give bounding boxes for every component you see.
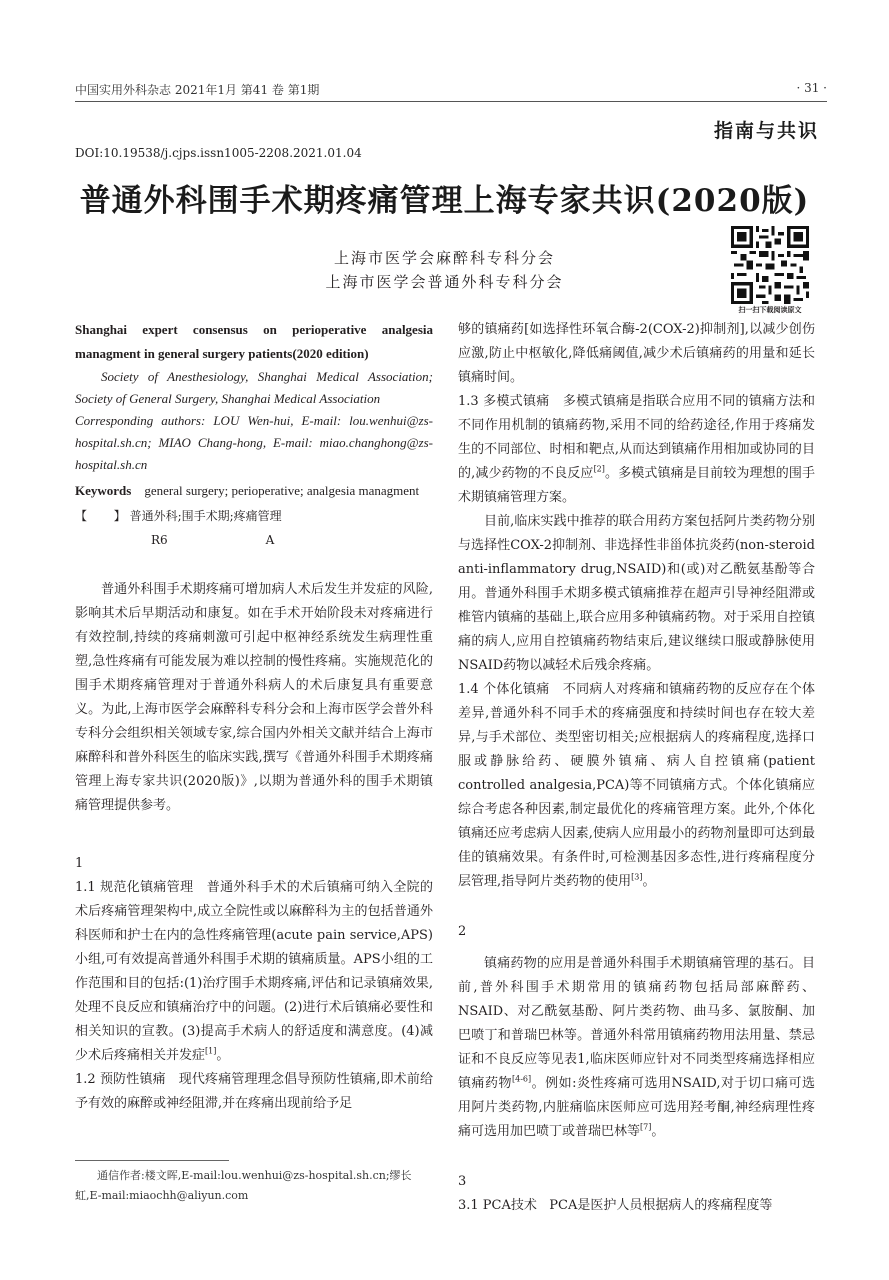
s2-end: 。 xyxy=(651,1124,665,1139)
section-1-number: 1 xyxy=(75,856,84,871)
section-3-1 xyxy=(458,1194,815,1218)
kw-bracket-close: 】 xyxy=(113,509,126,523)
corresponding-authors: Corresponding authors: LOU Wen-hui, E-mail: lou.wenhui@zs-hospital.sh.cn; MIAO Chang-hong, E-mail: miao.changhong@zs-hospital.sh.cn xyxy=(75,413,433,472)
left-column xyxy=(75,318,433,1116)
section-1-2 xyxy=(75,1068,433,1116)
s31-text: PCA是医护人员根据病人的疼痛程度等 xyxy=(549,1198,773,1213)
s13-paragraph-2: 目前,临床实践中推荐的联合用药方案包括阿片类药物分别与选择性COX-2抑制剂、非选择性非甾体抗炎药(non-steroid anti-inflammatory drug,NSAID)和(或)对乙酰氨基酚等合用。普通外科围手术期多模式镇痛推荐在超声引导神经阻滞或椎管内镇痛的基础上,联合应用多种镇痛药物。对于采用自控镇痛的病人,应用自控镇痛药物结束后,建议继续口服或静脉使用NSAID药物以减轻术后残余疼痛。 xyxy=(458,514,815,673)
s12-continued: 够的镇痛药[如选择性环氧合酶-2(COX-2)抑制剂],以减少创伤应激,防止中枢敏化,降低痛阈值,减少术后镇痛药的用量和延长镇痛时间。 xyxy=(458,322,815,385)
ref-2: [2] xyxy=(593,464,605,474)
section-1-3 xyxy=(458,390,815,510)
s14-text: 不同病人对疼痛和镇痛药物的反应存在个体差异,普通外科不同手术的疼痛强度和持续时间也存在较大差异,与手术部位、类型密切相关;应根据病人的疼痛程度,选择口服或静脉给药、硬膜外镇痛、病人自控镇痛(patient controlled analgesia,PCA)等不同镇痛方式。个体化镇痛应综合考虑各种因素,制定最优化的疼痛管理方案。此外,个体化镇痛还应考虑病人因素,使病人应用最小的药物剂量即可达到最佳的镇痛效果。有条件时,可检测基因多态性,进行疼痛程度分层管理,指导阿片类药物的使用 xyxy=(458,682,815,889)
s12-text: 现代疼痛管理理念倡导预防性镇痛,即术前给予有效的麻醉或神经阻滞,并在疼痛出现前给予足 xyxy=(75,1072,434,1111)
keywords-label: Keywords xyxy=(75,483,132,498)
s2-text: 镇痛药物的应用是普通外科围手术期镇痛管理的基石。目前,普外科围手术期常用的镇痛药物包括局部麻醉药、NSAID、对乙酰氨基酚、阿片类药物、曲马多、氯胺酮、加巴喷丁和普瑞巴林等。普通外科常用镇痛药物用法用量、禁忌证和不良反应等见表1,临床医师应针对不同类型疼痛选择相应镇痛药物 xyxy=(458,956,815,1091)
section-3-number: 3 xyxy=(458,1174,467,1189)
kw-bracket-open: 【 xyxy=(75,509,88,523)
footnote: 通信作者:楼文晖,E-mail:lou.wenhui@zs-hospital.sh.cn;缪长虹,E-mail:miaochh@aliyun.com xyxy=(75,1169,412,1202)
ref-7: [7] xyxy=(640,1122,652,1132)
doi: DOI:10.19538/j.cjps.issn1005-2208.2021.01.04 xyxy=(75,146,362,160)
journal-header: 中国实用外科杂志 2021年1月 第41 卷 第1期 xyxy=(75,83,320,97)
section-1-1 xyxy=(75,876,433,1068)
keywords-en-text: general surgery; perioperative; analgesia managment xyxy=(144,483,420,498)
s14-end: 。 xyxy=(642,874,656,889)
footnote-rule xyxy=(75,1160,229,1161)
keywords-cn-text: 普通外科;围手术期;疼痛管理 xyxy=(129,509,282,523)
classification-codes xyxy=(75,528,433,552)
s2-text-2: 。例如:炎性疼痛可选用NSAID,对于切口痛可选用阿片类药物,内脏痛临床医师应可选用羟考酮,神经病理性疼痛可选用加巴喷丁或普瑞巴林等 xyxy=(458,1076,815,1139)
english-title: Shanghai expert consensus on perioperative analgesia managment in general surgery patients(2020 edition) xyxy=(75,322,433,361)
article-title: 普通外科围手术期疼痛管理上海专家共识(2020版) xyxy=(79,183,810,219)
ref-1: [1] xyxy=(205,1046,217,1056)
ref-3: [3] xyxy=(631,872,643,882)
affiliation-1: 上海市医学会麻醉科专科分会 xyxy=(333,249,555,267)
s13-end: 。多模式镇痛是目前较为理想的围手术期镇痛管理方案。 xyxy=(458,466,815,505)
s13-heading: 1.3 多模式镇痛 xyxy=(458,394,550,409)
section-2-text xyxy=(458,952,815,1144)
s11-text: 普通外科手术的术后镇痛可纳入全院的术后疼痛管理架构中,成立全院性或以麻醉科为主的包括普通外科医师和护士在内的急性疼痛管理(acute pain service,APS)小组,可有效提高普通外科围手术期的镇痛质量。APS小组的工作范围和目的包括:(1)治疗围手术期疼痛,评估和记录镇痛效果,处理不良反应和镇痛治疗中的问题。(2)进行术后镇痛必要性和相关知识的宣教。(3)提高手术病人的舒适度和满意度。(4)减少术后疼痛相关并发症 xyxy=(75,880,433,1063)
qr-code-icon[interactable] xyxy=(731,226,809,304)
qr-caption: 扫一扫下载阅读原文 xyxy=(738,306,802,314)
section-1-4 xyxy=(458,678,815,894)
clc-code: R6 xyxy=(151,533,168,547)
affiliation-2: 上海市医学会普通外科专科分会 xyxy=(325,273,564,291)
keywords-en xyxy=(75,480,433,502)
header-rule xyxy=(75,101,827,102)
keywords-cn xyxy=(75,504,433,528)
doc-code: A xyxy=(265,533,275,547)
right-column xyxy=(458,318,815,1218)
s11-end: 。 xyxy=(216,1048,230,1063)
s31-heading: 3.1 PCA技术 xyxy=(458,1198,537,1213)
page-number: · 31 · xyxy=(796,81,827,95)
s11-heading: 1.1 规范化镇痛管理 xyxy=(75,880,194,895)
section-label: 指南与共识 xyxy=(713,120,819,142)
introduction: 普通外科围手术期疼痛可增加病人术后发生并发症的风险,影响其术后早期活动和康复。如在手术开始阶段未对疼痛进行有效控制,持续的疼痛刺激可引起中枢神经系统发生病理性重塑,急性疼痛有可能发展为难以控制的慢性疼痛。实施规范化的围手术期疼痛管理对于普通外科病人的术后康复具有重要意义。为此,上海市医学会麻醉科专科分会和上海市医学会普外科专科分会组织相关领域专家,综合国内外相关文献并结合上海市麻醉科和普外科医生的临床实践,撰写《普通外科围手术期疼痛管理上海专家共识(2020版)》,以期为普通外科的围手术期镇痛管理提供参考。 xyxy=(75,582,433,813)
section-2-number: 2 xyxy=(458,924,467,939)
s14-heading: 1.4 个体化镇痛 xyxy=(458,682,550,697)
english-affiliation: Society of Anesthesiology, Shanghai Medical Association; Society of General Surgery, Shanghai Medical Association xyxy=(75,369,433,406)
ref-4-6: [4-6] xyxy=(512,1074,532,1084)
s13-text: 多模式镇痛是指联合应用不同的镇痛方法和不同作用机制的镇痛药物,采用不同的给药途径,作用于疼痛发生的不同部位、时相和靶点,从而达到镇痛作用相加或协同的目的,减少药物的不良反应 xyxy=(458,394,815,481)
s12-heading: 1.2 预防性镇痛 xyxy=(75,1072,166,1087)
